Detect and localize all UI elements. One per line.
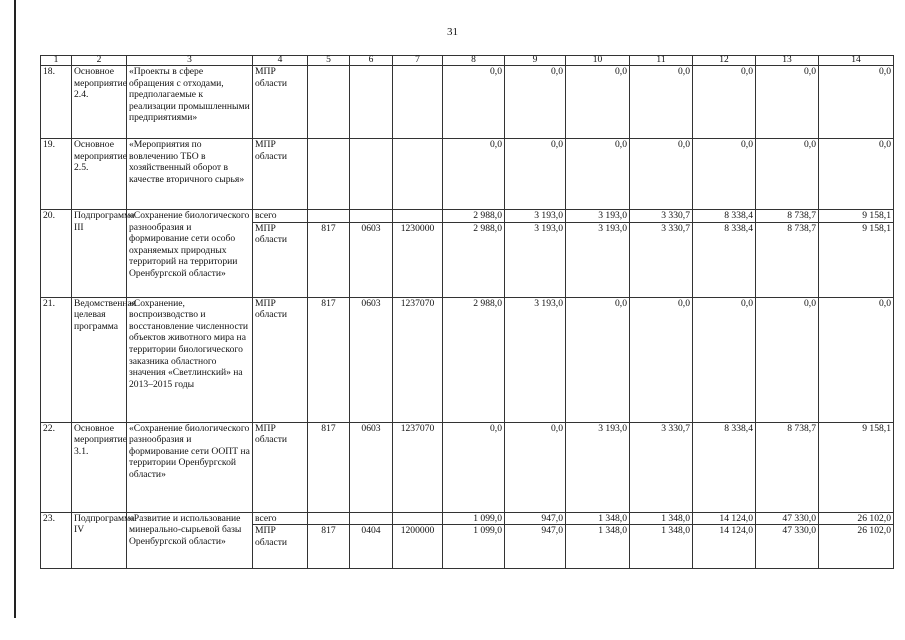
col-header: 14 — [819, 56, 894, 66]
value-cell: 1 348,0 — [566, 512, 630, 525]
table-row — [41, 139, 894, 210]
value-cell: 1 348,0 — [566, 525, 630, 569]
code-cell — [350, 210, 393, 223]
row-number: 22. — [41, 422, 72, 512]
code-cell: 817 — [308, 422, 350, 512]
value-cell: 0,0 — [443, 66, 505, 139]
value-cell: 26 102,0 — [819, 525, 894, 569]
code-cell — [393, 139, 443, 210]
value-cell: 8 738,7 — [756, 422, 819, 512]
value-cell: 9 158,1 — [819, 222, 894, 297]
row-title: «Мероприятия по вовлечению ТБО в хозяйственный оборот в качестве вторичного сырья» — [127, 139, 253, 210]
col-header: 8 — [443, 56, 505, 66]
value-cell: 0,0 — [756, 297, 819, 422]
value-cell: 9 158,1 — [819, 210, 894, 223]
code-cell: 0603 — [350, 422, 393, 512]
value-cell: 947,0 — [505, 525, 566, 569]
value-cell: 3 193,0 — [505, 297, 566, 422]
value-cell: 47 330,0 — [756, 512, 819, 525]
value-cell: 14 124,0 — [693, 512, 756, 525]
value-cell: 0,0 — [566, 297, 630, 422]
value-cell: 1 348,0 — [630, 512, 693, 525]
value-cell: 8 338,4 — [693, 222, 756, 297]
value-cell: 0,0 — [443, 422, 505, 512]
value-cell: 0,0 — [819, 66, 894, 139]
code-cell: 0404 — [350, 525, 393, 569]
value-cell: 0,0 — [756, 139, 819, 210]
row-number: 19. — [41, 139, 72, 210]
row-kind: Ведомственная целевая программа — [72, 297, 127, 422]
code-cell: 817 — [308, 525, 350, 569]
value-cell: 0,0 — [630, 297, 693, 422]
table-row — [41, 66, 894, 139]
code-cell: 817 — [308, 222, 350, 297]
row-number: 18. — [41, 66, 72, 139]
value-cell: 0,0 — [443, 139, 505, 210]
value-cell: 0,0 — [505, 139, 566, 210]
code-cell: 0603 — [350, 222, 393, 297]
value-cell: 26 102,0 — [819, 512, 894, 525]
executor-cell: МПР области — [253, 422, 308, 512]
col-header: 12 — [693, 56, 756, 66]
row-title: «Сохранение биологического разнообразия и формирование сети особо охраняемых природных территорий на территории Оренбургской области» — [127, 210, 253, 298]
code-cell: 0603 — [350, 297, 393, 422]
code-cell: 1230000 — [393, 222, 443, 297]
row-number: 21. — [41, 297, 72, 422]
table-row — [41, 512, 894, 525]
value-cell: 1 348,0 — [630, 525, 693, 569]
col-header: 10 — [566, 56, 630, 66]
value-cell: 0,0 — [693, 297, 756, 422]
value-cell: 3 193,0 — [566, 222, 630, 297]
row-kind: Основное мероприятие 2.5. — [72, 139, 127, 210]
code-cell — [308, 139, 350, 210]
value-cell: 0,0 — [566, 66, 630, 139]
code-cell: 1237070 — [393, 297, 443, 422]
executor-cell: МПР области — [253, 525, 308, 569]
table-row — [41, 210, 894, 223]
col-header: 5 — [308, 56, 350, 66]
value-cell: 1 099,0 — [443, 525, 505, 569]
col-header: 7 — [393, 56, 443, 66]
value-cell: 8 338,4 — [693, 210, 756, 223]
col-header: 1 — [41, 56, 72, 66]
value-cell: 0,0 — [819, 139, 894, 210]
value-cell: 3 193,0 — [505, 210, 566, 223]
value-cell: 14 124,0 — [693, 525, 756, 569]
value-cell: 0,0 — [819, 297, 894, 422]
value-cell: 0,0 — [693, 139, 756, 210]
executor-cell: МПР области — [253, 222, 308, 297]
col-header: 9 — [505, 56, 566, 66]
code-cell — [308, 66, 350, 139]
value-cell: 3 330,7 — [630, 210, 693, 223]
code-cell — [350, 512, 393, 525]
value-cell: 2 988,0 — [443, 210, 505, 223]
executor-cell: всего — [253, 512, 308, 525]
executor-cell: МПР области — [253, 66, 308, 139]
row-kind: Подпрограмма III — [72, 210, 127, 298]
value-cell: 8 738,7 — [756, 210, 819, 223]
value-cell: 0,0 — [693, 66, 756, 139]
row-number: 20. — [41, 210, 72, 298]
value-cell: 47 330,0 — [756, 525, 819, 569]
col-header: 2 — [72, 56, 127, 66]
code-cell — [350, 139, 393, 210]
row-kind: Основное мероприятие 2.4. — [72, 66, 127, 139]
value-cell: 0,0 — [630, 66, 693, 139]
value-cell: 9 158,1 — [819, 422, 894, 512]
value-cell: 3 330,7 — [630, 222, 693, 297]
budget-table — [40, 55, 894, 569]
value-cell: 947,0 — [505, 512, 566, 525]
value-cell: 3 193,0 — [566, 210, 630, 223]
col-header: 11 — [630, 56, 693, 66]
row-number: 23. — [41, 512, 72, 569]
executor-cell: всего — [253, 210, 308, 223]
value-cell: 0,0 — [505, 66, 566, 139]
code-cell — [350, 66, 393, 139]
value-cell: 3 193,0 — [505, 222, 566, 297]
table-row — [41, 297, 894, 422]
value-cell: 3 330,7 — [630, 422, 693, 512]
code-cell: 1237070 — [393, 422, 443, 512]
value-cell: 2 988,0 — [443, 222, 505, 297]
col-header: 4 — [253, 56, 308, 66]
executor-cell: МПР области — [253, 139, 308, 210]
value-cell: 1 099,0 — [443, 512, 505, 525]
value-cell: 0,0 — [566, 139, 630, 210]
scan-left-border — [14, 0, 16, 618]
row-title: «Сохранение биологического разнообразия и формирование сети ООПТ на территории Оренбургской области» — [127, 422, 253, 512]
value-cell: 0,0 — [756, 66, 819, 139]
header-row — [41, 56, 894, 66]
value-cell: 0,0 — [630, 139, 693, 210]
value-cell: 8 738,7 — [756, 222, 819, 297]
col-header: 13 — [756, 56, 819, 66]
code-cell: 1200000 — [393, 525, 443, 569]
code-cell: 817 — [308, 297, 350, 422]
table-row — [41, 422, 894, 512]
value-cell: 0,0 — [505, 422, 566, 512]
value-cell: 8 338,4 — [693, 422, 756, 512]
code-cell — [393, 512, 443, 525]
code-cell — [308, 512, 350, 525]
row-title: «Развитие и использование минерально-сырьевой базы Оренбургской области» — [127, 512, 253, 569]
code-cell — [393, 66, 443, 139]
value-cell: 3 193,0 — [566, 422, 630, 512]
value-cell: 2 988,0 — [443, 297, 505, 422]
code-cell — [393, 210, 443, 223]
row-kind: Подпрограмма IV — [72, 512, 127, 569]
page-number: 31 — [447, 26, 458, 38]
row-title: «Проекты в сфере обращения с отходами, предполагаемые к реализации промышленными предприятиями» — [127, 66, 253, 139]
col-header: 3 — [127, 56, 253, 66]
executor-cell: МПР области — [253, 297, 308, 422]
code-cell — [308, 210, 350, 223]
col-header: 6 — [350, 56, 393, 66]
row-kind: Основное мероприятие 3.1. — [72, 422, 127, 512]
row-title: «Сохранение, воспроизводство и восстановление численности объектов животного мира на территории биологического заказника областного значения «Светлинский» на 2013–2015 годы — [127, 297, 253, 422]
